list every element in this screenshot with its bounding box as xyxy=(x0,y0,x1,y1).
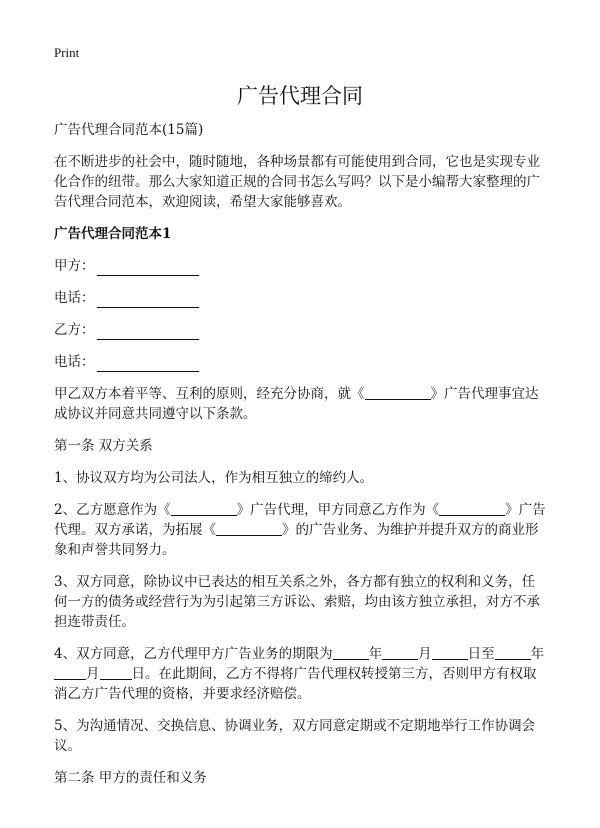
party-b-field xyxy=(54,320,548,340)
fill-line xyxy=(54,664,86,680)
article-2-title: 第二条 甲方的责任和义务 xyxy=(54,770,207,786)
fill-line xyxy=(333,644,369,660)
clause-2: 2、乙方愿意作为《 》广告代理，甲方同意乙方作为《 》广告代理。双方承诺，为拓展《 》的广告业务、为维护并提升双方的商业形象和声誉共同努力。 xyxy=(54,502,546,558)
intro-paragraph: 在不断进步的社会中，随时随地，各种场景都有可能使用到合同，它也是实现专业化合作的纽带。那么大家知道正规的合同书怎么写吗？以下是小编帮大家整理的广告代理合同范本，欢迎阅读，希望大家能够喜欢。 xyxy=(54,154,540,210)
field-label: 电话： xyxy=(54,354,95,370)
clause-1: 1、协议双方均为公司法人，作为相互独立的缔约人。 xyxy=(54,470,374,486)
clause-4: 4、双方同意，乙方代理甲方广告业务的期限为 年 月 日至 年月 日。在此期间，乙方不得将广告代理权转授第三方，否则甲方有权取消乙方广告代理的资格，并要求经济赔偿。 xyxy=(54,646,545,702)
document-title: 广告代理合同 xyxy=(237,84,363,108)
clause-5: 5、为沟通情况、交换信息、协调业务，双方同意定期或不定期地举行工作协调会议。 xyxy=(54,718,536,754)
field-label: 甲方： xyxy=(54,258,95,274)
fill-line xyxy=(97,324,199,340)
fill-line xyxy=(439,500,505,516)
fill-line xyxy=(97,260,199,276)
fill-line xyxy=(100,664,132,680)
collection-title: 广告代理合同范本(15篇) xyxy=(54,122,204,138)
fill-line xyxy=(495,644,531,660)
article-1-title: 第一条 双方关系 xyxy=(54,438,153,454)
fill-line xyxy=(365,384,431,400)
clause-3: 3、双方同意，除协议中已表达的相互关系之外，各方都有独立的权利和义务，任何一方的债务或经营行为为引起第三方诉讼、索赔，均由该方独立承担，对方不承担连带责任。 xyxy=(54,574,540,630)
party-a-field xyxy=(54,256,548,276)
fill-line xyxy=(171,500,237,516)
fill-line xyxy=(432,644,468,660)
fill-line xyxy=(97,356,199,372)
fill-line xyxy=(382,644,418,660)
print-link[interactable]: Print xyxy=(54,45,80,60)
document-body xyxy=(54,120,548,800)
field-label: 乙方： xyxy=(54,322,95,338)
fill-line xyxy=(216,520,282,536)
field-label: 电话： xyxy=(54,290,95,306)
sample-title: 广告代理合同范本1 xyxy=(54,226,172,242)
party-a-phone-field xyxy=(54,288,548,308)
party-b-phone-field xyxy=(54,352,548,372)
fill-line xyxy=(97,292,199,308)
preamble-paragraph: 甲乙双方本着平等、互利的原则，经充分协商，就《 》广告代理事宜达成协议并同意共同遵守以下条款。 xyxy=(54,386,539,422)
